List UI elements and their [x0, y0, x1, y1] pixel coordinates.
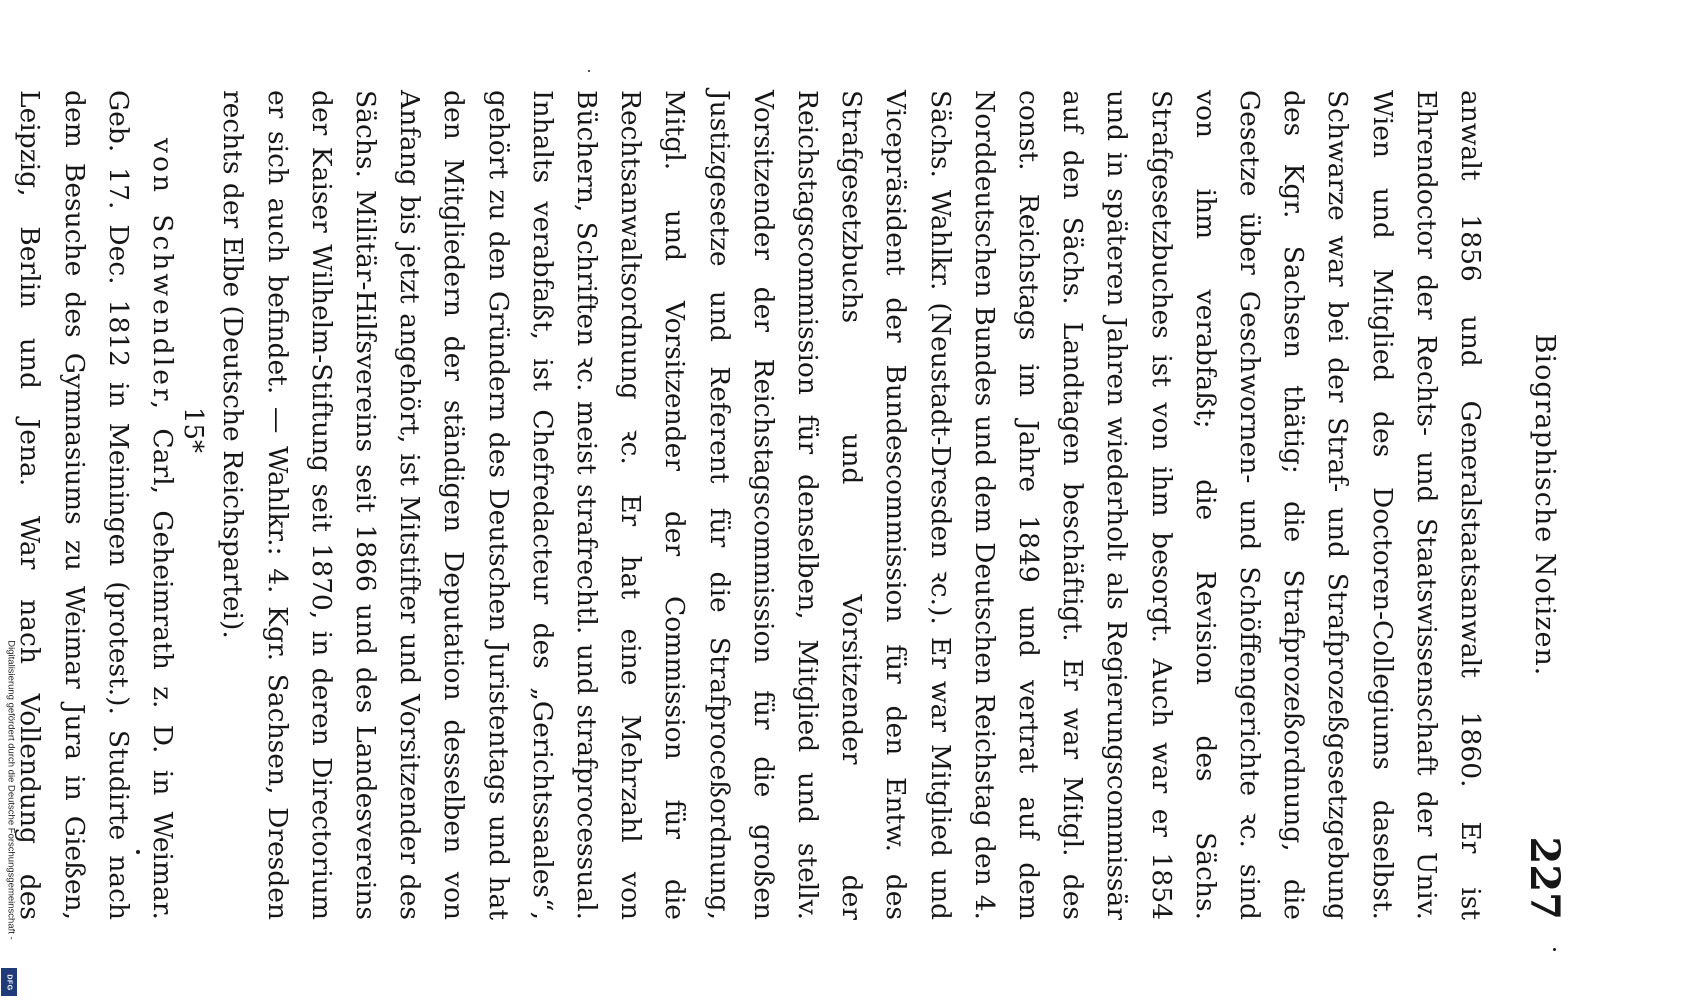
dfg-logo: [1, 968, 17, 996]
biography-entry-schwendler: [0, 90, 184, 920]
entry-text: Carl, Geheimrath z. D. in Weimar. Geb. 17. Dec. 1812 in Meiningen (protest.). Studirte nach dem Besuche des Gymnasiums zu Weimar Jura in Gießen, Leipzig, Berlin und Jena. War nach Vollendung des: [14, 90, 179, 920]
scan-speck: [1553, 948, 1556, 951]
scan-speck: [136, 850, 140, 854]
page-number: 227: [1521, 836, 1568, 920]
signature-mark: 15*: [178, 406, 208, 454]
running-head: [1514, 90, 1574, 920]
biography-entry-schwarze: [210, 90, 1492, 920]
scanned-page: [14, 0, 1600, 1000]
dfg-logo-text: DFG: [5, 973, 13, 991]
scanned-page-frame: [14, 0, 1600, 1000]
page-header-title: Biographische Notizen.: [1529, 333, 1560, 677]
entry-text: anwalt 1856 und Generalstaatsanwalt 1860. Er ist Ehrendoctor der Rechts- und Staatswissenschaft der Univ. Wien und Mitglied des Doctoren-Collegiums daselbst. Schwarze war bei der Straf- und Strafprozeßgesetzgebung des Kgr. Sachsen thätig; die Strafprozeßordnung, die Gesetze über Geschwornen- und Schöffengerichte ꝛc. sind von ihm verabfaßt; die Revision des Sächs. Strafgesetzbuches ist von ihm besorgt. Auch war er 1854 und in späteren Jahren wiederholt als Regierungscommissär auf den Sächs. Landtagen beschäftigt. Er war Mitgl. des const. Reichstags im Jahre 1849 und vertrat auf dem Norddeutschen Bundes und dem Deutschen Reichstag den 4. Sächs. Wahlkr. (Neustadt-Dresden ꝛc.). Er war Mitglied und Vicepräsident der Bundescommission für den Entw. des Strafgesetzbuchs und Vorsitzender der Reichstagscommission für denselben, Mitglied und stellv. Vorsitzender der Reichstagscommission für die großen Justizgesetze und Referent für die Strafproceßordnung, Mitgl. und Vorsitzender der Commission für die Rechtsanwaltsordnung ꝛc. Er hat eine Mehrzahl von Büchern, Schriften ꝛc. meist strafrechtl. und strafprocessual. Inhalts verabfaßt, ist Chefredacteur des „Gerichtssaales“, gehört zu den Gründern des Deutschen Juristentags und hat den Mitgliedern der ständigen Deputation desselben von Anfang bis jetzt angehört, ist Mitstifter und Vorsitzender des Sächs. Militär-Hilfsvereins seit 1866 und des Landesvereins der Kaiser Wilhelm-Stiftung seit 1870, in deren Directorium er sich auch befindet. — Wahlkr.: 4. Kgr. Sachsen, Dresden rechts der Elbe (Deutsche Reichspartei).: [217, 90, 1486, 920]
digitisation-credit-text: Digitalisierung gefördert durch die Deutsche Forschungsgemeinschaft -: [5, 640, 17, 940]
entry-name: von Schwendler,: [147, 138, 179, 413]
scan-speck: [588, 70, 590, 72]
text-block: [0, 90, 1492, 920]
